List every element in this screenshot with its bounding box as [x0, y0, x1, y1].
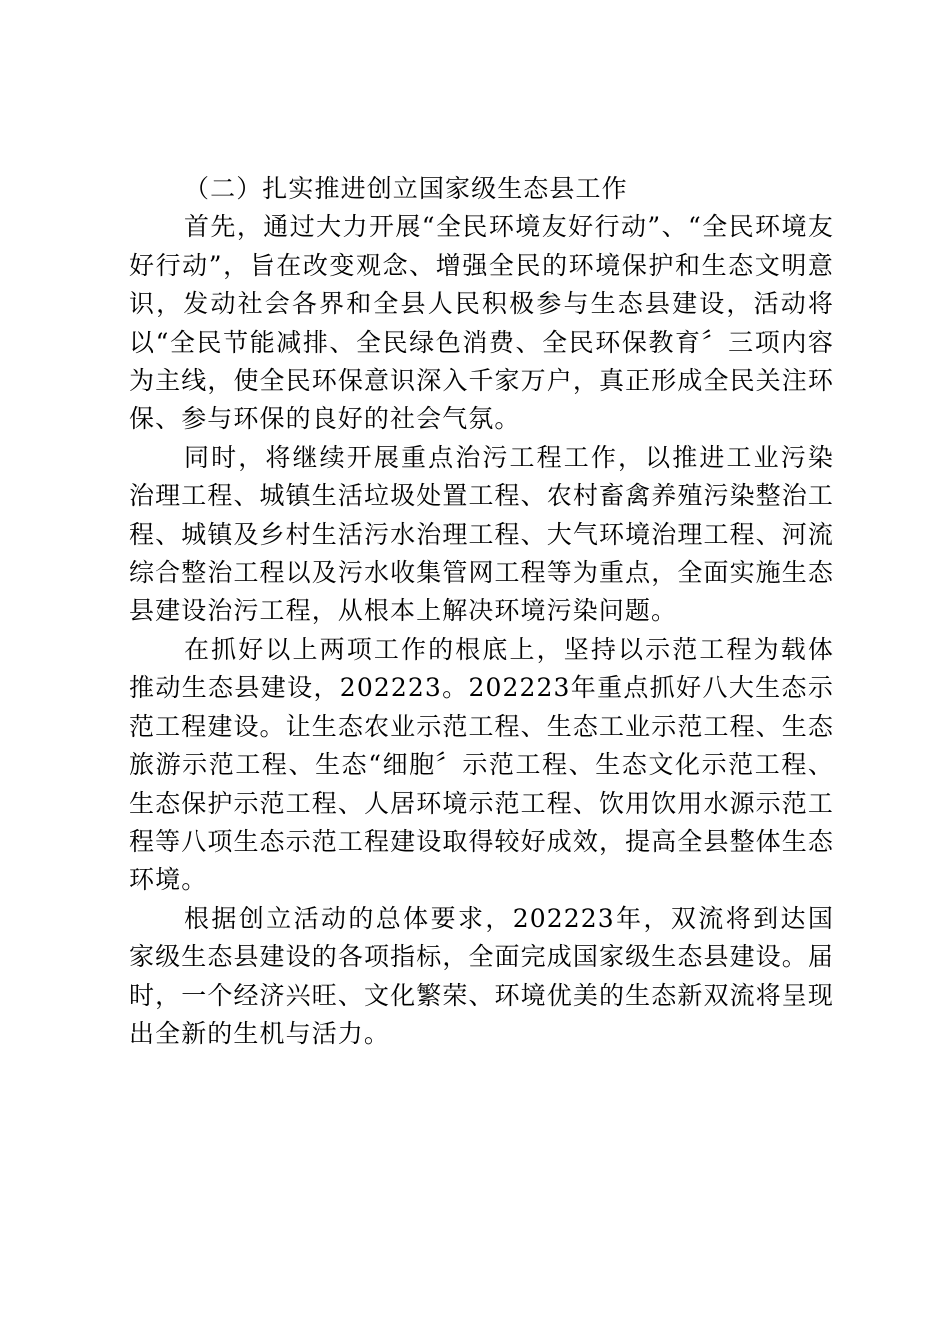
paragraph-overall-goal: 根据创立活动的总体要求，202223年，双流将到达国家级生态县建设的各项指标，全面完成国家级生态县建设。届时，一个经济兴旺、文化繁荣、环境优美的生态新双流将呈现出全新的生机与活力。: [129, 903, 834, 1048]
paragraph-pollution-projects: 同时，将继续开展重点治污工程工作，以推进工业污染治理工程、城镇生活垃圾处置工程、农村畜禽养殖污染整治工程、城镇及乡村生活污水治理工程、大气环境治理工程、河流综合整治工程以及污水收集管网工程等为重点，全面实施生态县建设治污工程，从根本上解决环境污染问题。: [129, 442, 834, 626]
document-body: [129, 170, 834, 1053]
paragraph-environment-campaign: 首先，通过大力开展“全民环境友好行动”、“全民环境友好行动”，旨在改变观念、增强全民的环境保护和生态文明意识，发动社会各界和全县人民积极参与生态县建设，活动将以“全民节能减排、全民绿色消费、全民环保教育〞三项内容为主线，使全民环保意识深入千家万户，真正形成全民关注环保、参与环保的良好的社会气氛。: [129, 212, 834, 434]
section-heading: （二）扎实推进创立国家级生态县工作: [184, 174, 628, 203]
paragraph-demonstration-projects: 在抓好以上两项工作的根底上，坚持以示范工程为载体推动生态县建设，202223。202223年重点抓好八大生态示范工程建设。让生态农业示范工程、生态工业示范工程、生态旅游示范工程、生态“细胞〞示范工程、生态文化示范工程、生态保护示范工程、人居环境示范工程、饮用饮用水源示范工程等八项生态示范工程建设取得较好成效，提高全县整体生态环境。: [129, 634, 834, 895]
